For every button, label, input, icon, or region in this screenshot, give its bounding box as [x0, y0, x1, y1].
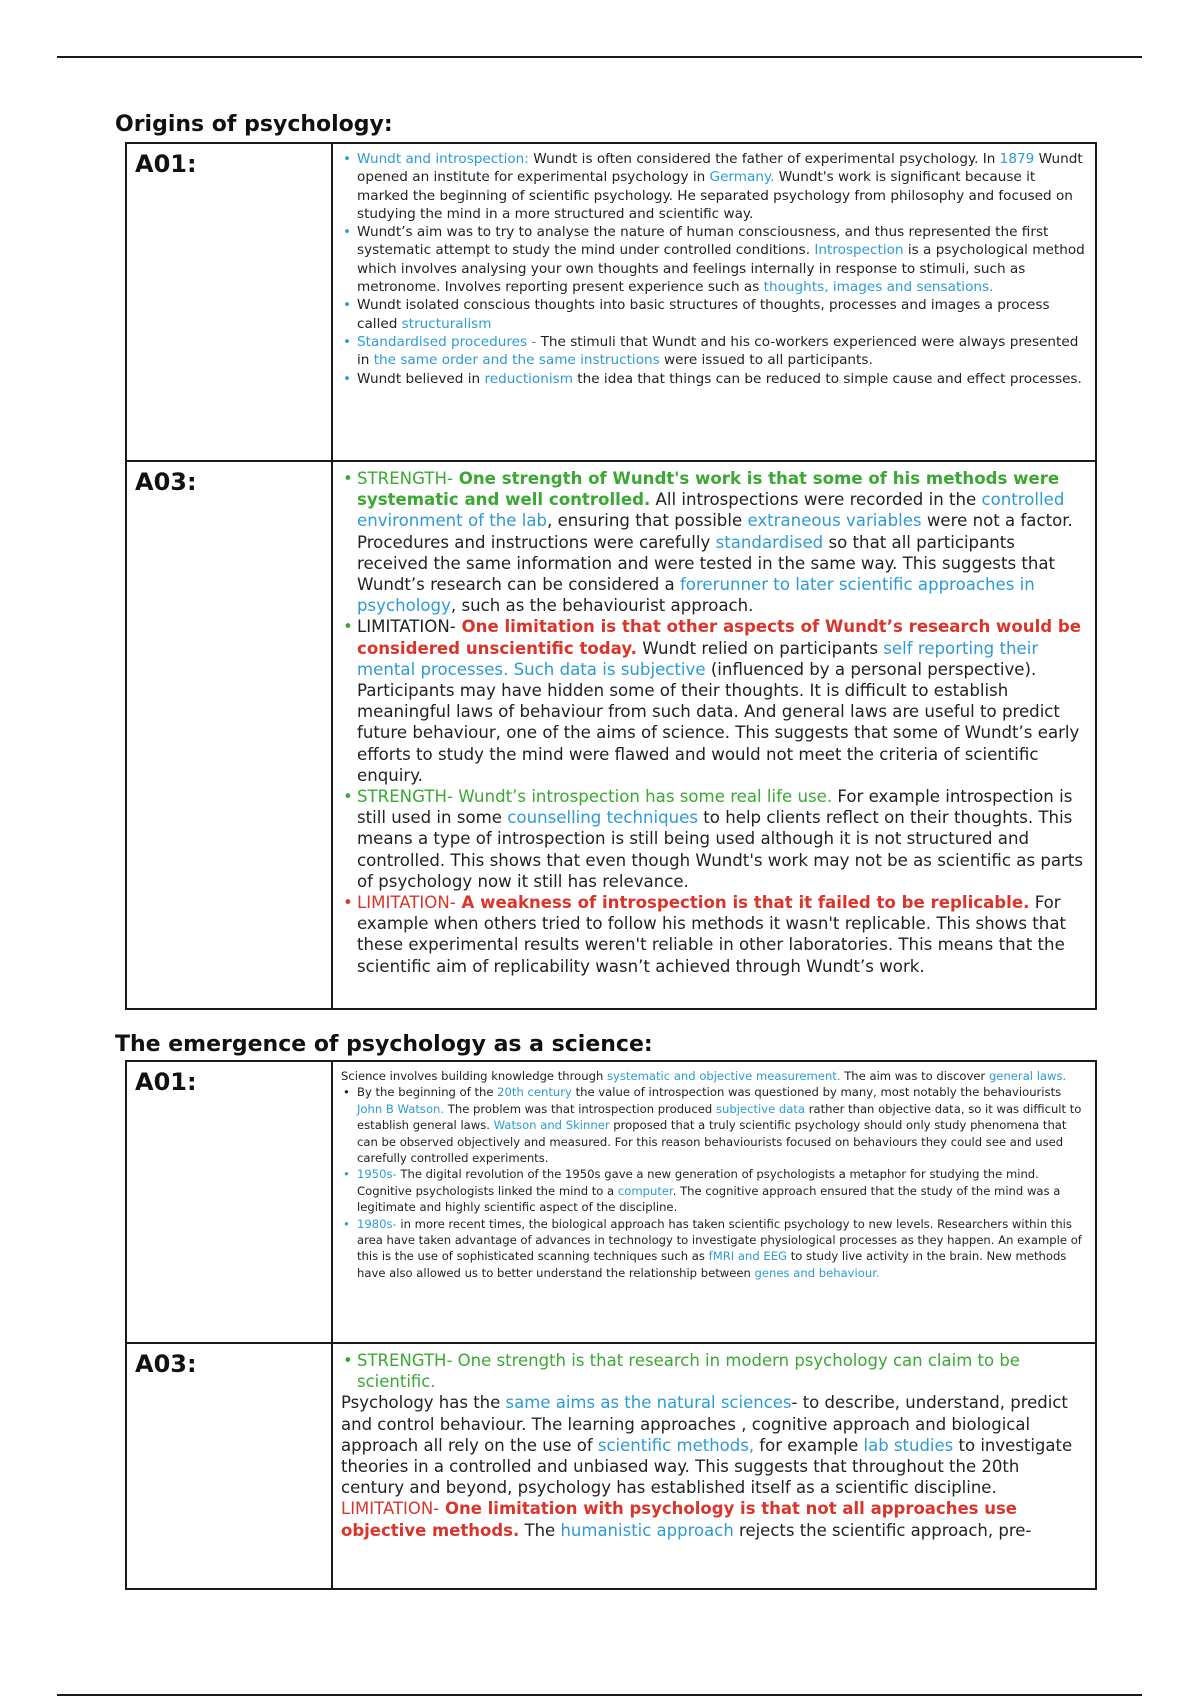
origins-table [125, 142, 1097, 1010]
list-item: • By the beginning of the 20th century the value of introspection was questioned by many, most notably the behaviourists John B Watson. The problem was that introspection produced subjective data rather than objective data, so it was difficult to establish general laws. Watson and Skinner proposed that a truly scientific psychology should only study phenomena that can be observed objectively and measured. For this reason behaviourists focused on behaviours they could see and used carefully controlled experiments. [357, 1084, 1085, 1166]
list-item: • Wundt believed in reductionism the idea that things can be reduced to simple cause and effect processes. [357, 370, 1085, 388]
list-item: • Wundt isolated conscious thoughts into basic structures of thoughts, processes and images a process called structuralism [357, 296, 1085, 333]
paragraph: Psychology has the same aims as the natural sciences- to describe, understand, predict and control behaviour. The learning approaches , cognitive approach and biological approach all rely on the use of scientific methods, for example lab studies to investigate theories in a controlled and unbiased way. This suggests that throughout the 20th century and beyond, psychology has established itself as a scientific discipline. [341, 1393, 1073, 1498]
section-title: Origins of psychology: [115, 112, 393, 137]
a03-row [126, 1343, 1096, 1589]
a03-content [332, 1343, 1096, 1589]
paragraph: LIMITATION- One limitation with psychology is that not all approaches use objective methods. The humanistic approach rejects the scientific approach, pre- [341, 1499, 1032, 1540]
list-item: • Wundt and introspection: Wundt is often considered the father of experimental psychology. In 1879 Wundt opened an institute for experimental psychology in Germany. Wundt's work is significant because it marked the beginning of scientific psychology. He separated psychology from philosophy and focused on studying the mind in a more structured and scientific way. [357, 150, 1085, 223]
list-item: • STRENGTH- Wundt’s introspection has some real life use. For example introspection is still used in some counselling techniques to help clients reflect on their thoughts. This means a type of introspection is still being used although it is not structured and controlled. This shows that even though Wundt's work may not be as scientific as parts of psychology now it still has relevance. [357, 786, 1085, 892]
row-label: A03: [126, 461, 332, 1009]
intro-paragraph: Science involves building knowledge through systematic and objective measurement. The aim was to discover general laws. [341, 1069, 1067, 1083]
list-item: • Wundt’s aim was to try to analyse the nature of human consciousness, and thus represented the first systematic attempt to study the mind under controlled conditions. Introspection is a psychological method which involves analysing your own thoughts and feelings internally in response to stimuli, such as metronome. Involves reporting present experience such as thoughts, images and sensations. [357, 223, 1085, 296]
header-rule [57, 56, 1142, 58]
footer-rule [57, 1694, 1142, 1696]
list-item: • LIMITATION- One limitation is that other aspects of Wundt’s research would be considered unscientific today. Wundt relied on participants self reporting their mental processes. Such data is subjective (influenced by a personal perspective). Participants may have hidden some of their thoughts. It is difficult to establish meaningful laws of behaviour from such data. And general laws are useful to predict future behaviour, one of the aims of science. This suggests that some of Wundt’s early efforts to study the mind were flawed and would not meet the criteria of scientific enquiry. [357, 616, 1085, 786]
list-item: • 1980s- in more recent times, the biological approach has taken scientific psychology to new levels. Researchers within this area have taken advantage of advances in technology to investigate physiological processes as they happen. An example of this is the use of sophisticated scanning techniques such as fMRI and EEG to study live activity in the brain. New methods have also allowed us to better understand the relationship between genes and behaviour. [357, 1216, 1085, 1282]
a01-content [332, 1061, 1096, 1343]
row-label: A01: [126, 143, 332, 461]
a01-row [126, 1061, 1096, 1343]
row-label: A01: [126, 1061, 332, 1343]
list-item: • STRENGTH- One strength is that research in modern psychology can claim to be scientific. [357, 1350, 1085, 1392]
a01-content [332, 143, 1096, 461]
row-label: A03: [126, 1343, 332, 1589]
list-item: • LIMITATION- A weakness of introspection is that it failed to be replicable. For example when others tried to follow his methods it wasn't replicable. This shows that these experimental results weren't reliable in other laboratories. This means that the scientific aim of replicability wasn’t achieved through Wundt’s work. [357, 892, 1085, 977]
list-item: • Standardised procedures - The stimuli that Wundt and his co-workers experienced were always presented in the same order and the same instructions were issued to all participants. [357, 333, 1085, 370]
a03-row [126, 461, 1096, 1009]
section-title: The emergence of psychology as a science: [115, 1032, 653, 1057]
a03-content [332, 461, 1096, 1009]
list-item: • STRENGTH- One strength of Wundt's work is that some of his methods were systematic and well controlled. All introspections were recorded in the controlled environment of the lab, ensuring that possible extraneous variables were not a factor. Procedures and instructions were carefully standardised so that all participants received the same information and were tested in the same way. This suggests that Wundt’s research can be considered a forerunner to later scientific approaches in psychology, such as the behaviourist approach. [357, 468, 1085, 616]
list-item: • 1950s- The digital revolution of the 1950s gave a new generation of psychologists a metaphor for studying the mind. Cognitive psychologists linked the mind to a computer. The cognitive approach ensured that the study of the mind was a legitimate and highly scientific aspect of the discipline. [357, 1166, 1085, 1215]
a01-row [126, 143, 1096, 461]
emergence-table [125, 1060, 1097, 1590]
